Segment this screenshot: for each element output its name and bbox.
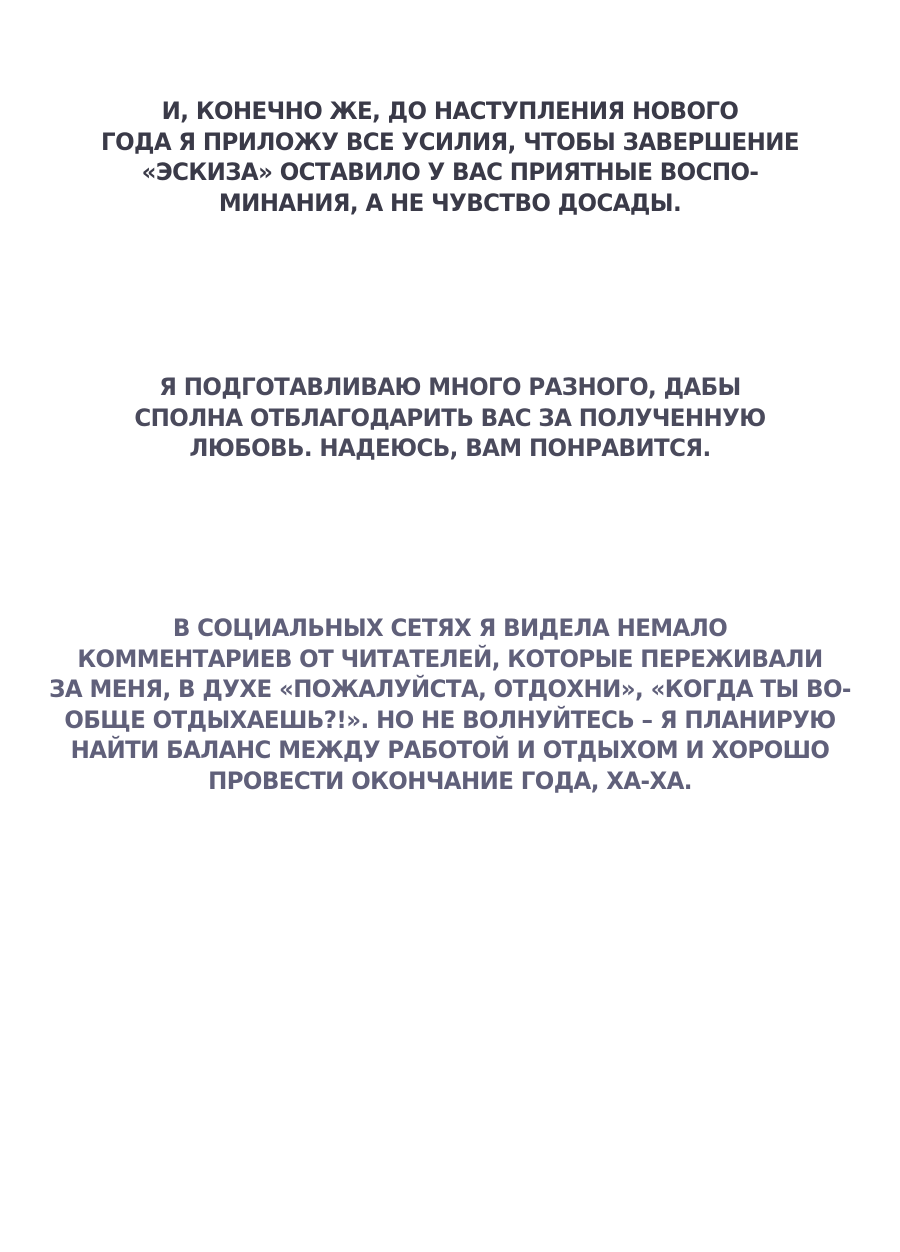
text-line: ГОДА Я ПРИЛОЖУ ВСЕ УСИЛИЯ, ЧТОБЫ ЗАВЕРШЕНИЕ [101,127,799,156]
text-line: Я ПОДГОТАВЛИВАЮ МНОГО РАЗНОГО, ДАБЫ [159,373,741,401]
paragraph-rest-balance [0,613,900,796]
text-line: НАЙТИ БАЛАНС МЕЖДУ РАБОТОЙ И ОТДЫХОМ И ХОРОШО [70,736,830,764]
text-line: В СОЦИАЛЬНЫХ СЕТЯХ Я ВИДЕЛА НЕМАЛО [172,614,728,642]
paragraph-gratitude [0,372,900,464]
text-line: ЛЮБОВЬ. НАДЕЮСЬ, ВАМ ПОНРАВИТСЯ. [189,434,711,462]
text-line: СПОЛНА ОТБЛАГОДАРИТЬ ВАС ЗА ПОЛУЧЕННУЮ [134,403,766,432]
text-line: ЗА МЕНЯ, В ДУХЕ «ПОЖАЛУЙСТА, ОТДОХНИ», «КОГДА ТЫ ВО- [49,675,851,703]
text-line: ПРОВЕСТИ ОКОНЧАНИЕ ГОДА, ХА-ХА. [208,766,692,795]
text-line: «ЭСКИЗА» ОСТАВИЛО У ВАС ПРИЯТНЫЕ ВОСПО- [141,158,759,186]
text-line: КОММЕНТАРИЕВ ОТ ЧИТАТЕЛЕЙ, КОТОРЫЕ ПЕРЕЖИВАЛИ [77,644,823,673]
paragraph-new-year-promise [0,96,900,218]
text-line: И, КОНЕЧНО ЖЕ, ДО НАСТУПЛЕНИЯ НОВОГО [161,97,739,125]
text-line: МИНАНИЯ, А НЕ ЧУВСТВО ДОСАДЫ. [218,188,682,217]
text-line: ОБЩЕ ОТДЫХАЕШЬ?!». НО НЕ ВОЛНУЙТЕСЬ – Я ПЛАНИРУЮ [64,705,836,734]
